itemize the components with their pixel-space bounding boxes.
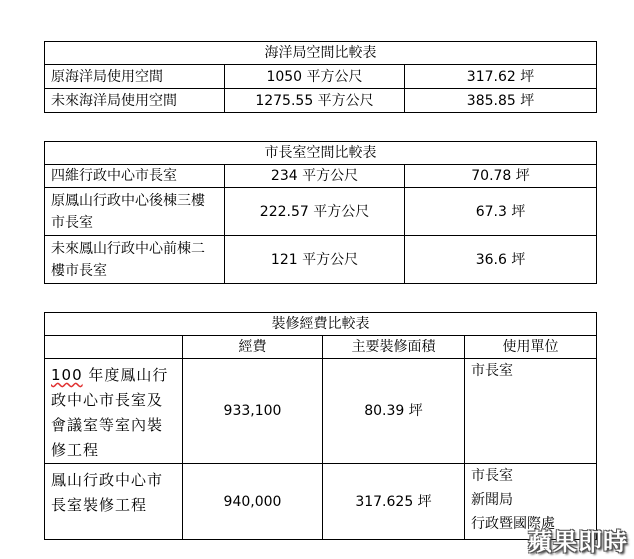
- project-cost: 940,000: [183, 464, 323, 540]
- project-year: 100: [51, 366, 83, 384]
- ocean-bureau-space-table: [44, 41, 597, 113]
- renovation-cost-table: [44, 312, 597, 540]
- area-square-meters: 1050 平方公尺: [225, 65, 405, 89]
- project-description: [45, 464, 183, 540]
- table-header-row: [45, 336, 597, 359]
- table-row: [45, 236, 597, 284]
- project-area: 317.625 坪: [323, 464, 465, 540]
- table-title-row: [45, 313, 597, 336]
- table-row: [45, 165, 597, 188]
- project-area: 80.39 坪: [323, 359, 465, 464]
- space-name: 未來海洋局使用空間: [45, 89, 225, 113]
- project-name: 年度鳳山行政中心市長室及會議室等室內裝修工程: [51, 366, 169, 459]
- project-description: [45, 359, 183, 464]
- apple-daily-watermark: 蘋果即時: [528, 528, 628, 556]
- column-header-unit: 使用單位: [465, 336, 597, 359]
- table-row: [45, 188, 597, 236]
- unit-name: 新聞局: [471, 492, 513, 508]
- area-ping: 70.78 坪: [405, 165, 597, 188]
- area-ping: 317.62 坪: [405, 65, 597, 89]
- area-square-meters: 222.57 平方公尺: [225, 188, 405, 236]
- table-row: [45, 65, 597, 89]
- space-name: 原鳳山行政中心後棟三樓市長室: [45, 188, 225, 236]
- table-title: 市長室空間比較表: [45, 142, 597, 165]
- space-name: 未來鳳山行政中心前棟二樓市長室: [45, 236, 225, 284]
- table-title: 海洋局空間比較表: [45, 42, 597, 65]
- table-row: [45, 464, 597, 540]
- using-units: [465, 359, 597, 464]
- unit-name: 市長室: [471, 468, 513, 484]
- table-title-row: [45, 142, 597, 165]
- table-title: 裝修經費比較表: [45, 313, 597, 336]
- space-name: 四維行政中心市長室: [45, 165, 225, 188]
- space-name: 原海洋局使用空間: [45, 65, 225, 89]
- table-row: [45, 359, 597, 464]
- table-row: [45, 89, 597, 113]
- column-header-area: 主要裝修面積: [323, 336, 465, 359]
- area-ping: 385.85 坪: [405, 89, 597, 113]
- project-cost: 933,100: [183, 359, 323, 464]
- unit-name: 行政暨國際處: [471, 516, 555, 532]
- column-header-item: [45, 336, 183, 359]
- mayor-office-space-table: [44, 141, 597, 284]
- area-ping: 67.3 坪: [405, 188, 597, 236]
- area-square-meters: 234 平方公尺: [225, 165, 405, 188]
- column-header-cost: 經費: [183, 336, 323, 359]
- project-name: 鳳山行政中心市長室裝修工程: [51, 471, 164, 514]
- unit-name: 市長室: [471, 363, 513, 379]
- table-title-row: [45, 42, 597, 65]
- area-square-meters: 121 平方公尺: [225, 236, 405, 284]
- area-square-meters: 1275.55 平方公尺: [225, 89, 405, 113]
- area-ping: 36.6 坪: [405, 236, 597, 284]
